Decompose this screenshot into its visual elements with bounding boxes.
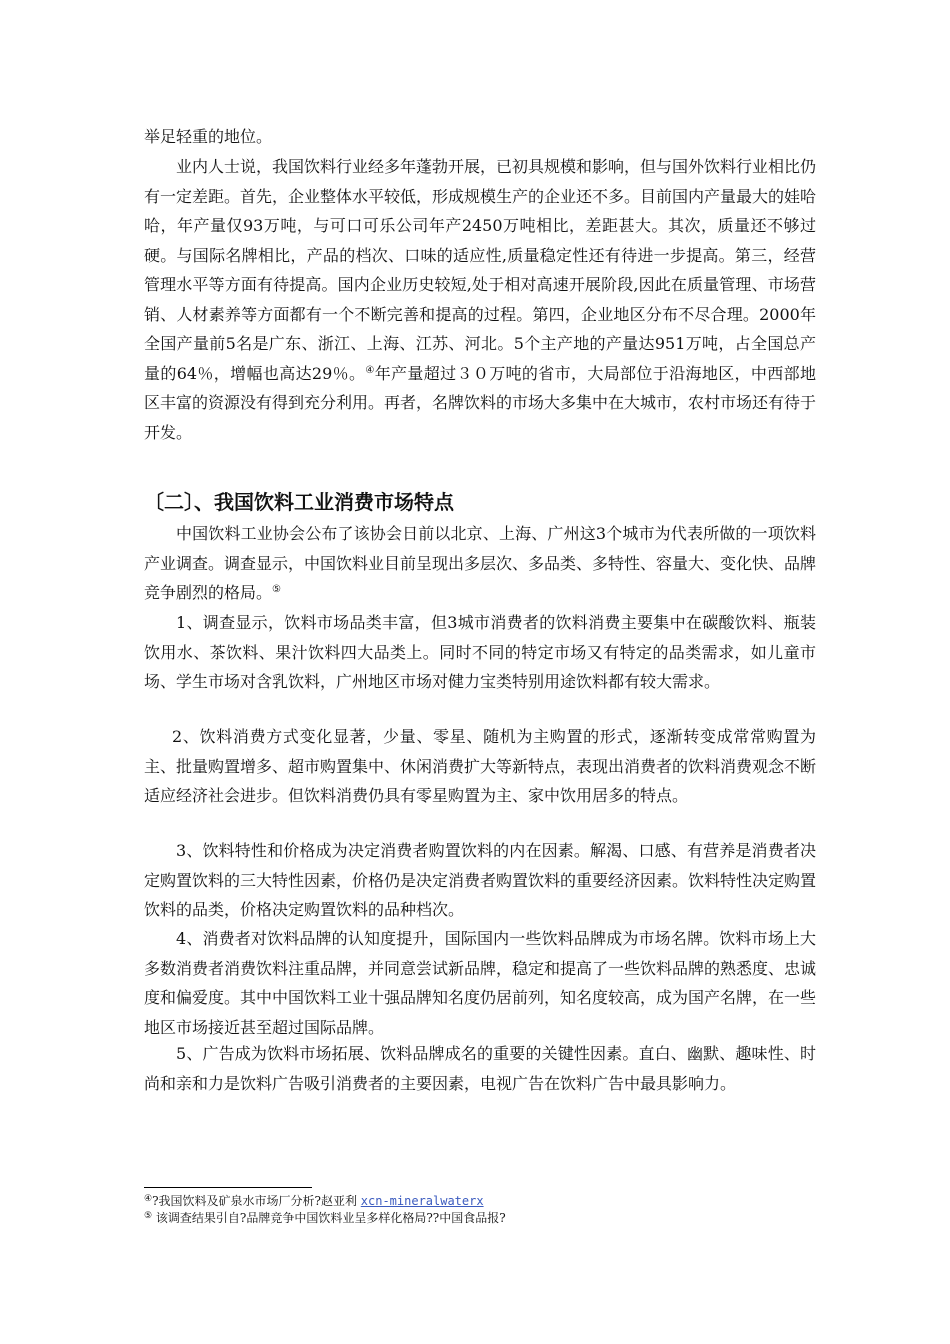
footnote-5 — [144, 1210, 816, 1227]
footnote-ref-4[interactable]: ④ — [365, 364, 375, 376]
paragraph-point-2: 2、饮料消费方式变化显著，少量、零星、随机为主购置的形式，逐渐转变成常常购置为主、批量购置增多、超市购置集中、休闲消费扩大等新特点，表现出消费者的饮料消费观念不断适应经济社会进步。但饮料消费仍具有零星购置为主、家中饮用居多的特点。 — [144, 727, 817, 805]
paragraph-point-5: 5、广告成为饮料市场拓展、饮料品牌成名的重要的关键性因素。直白、幽默、趣味性、时尚和亲和力是饮料广告吸引消费者的主要因素，电视广告在饮料广告中最具影响力。 — [144, 1044, 816, 1093]
paragraph-survey-intro — [144, 519, 816, 608]
footnote-text: ?我国饮料及矿泉水市场厂分析?赵亚利 — [152, 1194, 361, 1208]
paragraph-industry-gap — [144, 152, 816, 447]
footnote-4 — [144, 1193, 816, 1210]
paragraph-point-3: 3、饮料特性和价格成为决定消费者购置饮料的内在因素。解渴、口感、有营养是消费者决定购置饮料的三大特性因素，价格仍是决定消费者购置饮料的重要经济因素。饮料特性决定购置饮料的品类，价格决定购置饮料的品种档次。 — [144, 841, 817, 919]
paragraph-text: 业内人士说，我国饮料行业经多年蓬勃开展，已初具规模和影响，但与国外饮料行业相比仍有一定差距。首先，企业整体水平较低，形成规模生产的企业还不多。目前国内产量最大的娃哈哈，年产量仅93万吨，与可口可乐公司年产2450万吨相比，差距甚大。其次，质量还不够过硬。与国际名牌相比，产品的档次、口味的适应性,质量稳定性还有待进一步提高。第三，经营管理水平等方面有待提高。国内企业历史较短,处于相对高速开展阶段,因此在质量管理、市场营销、人材素养等方面都有一个不断完善和提高的过程。第四，企业地区分布不尽合理。2000年全国产量前5名是广东、浙江、上海、江苏、河北。5个主产地的产量达951万吨，占全国总产量的64％，增幅也高达29％。 — [144, 157, 817, 383]
footnote-ref-5[interactable]: ⑤ — [272, 584, 281, 595]
section-heading: 〔二〕、我国饮料工业消费市场特点 — [144, 490, 454, 514]
paragraph-text: 举足轻重的地位。 — [144, 127, 273, 146]
footnote-text: 该调查结果引自?品牌竞争中国饮料业呈多样化格局??中国食品报? — [152, 1211, 506, 1225]
paragraph-continuation — [144, 122, 816, 152]
paragraph-point-4: 4、消费者对饮料品牌的认知度提升，国际国内一些饮料品牌成为市场名牌。饮料市场上大多数消费者消费饮料注重品牌，并同意尝试新品牌，稳定和提高了一些饮料品牌的熟悉度、忠诚度和偏爱度。其中中国饮料工业十强品牌知名度仍居前列，知名度较高，成为国产名牌，在一些地区市场接近甚至超过国际品牌。 — [144, 929, 817, 1037]
footnote-link[interactable]: xcn-mineralwaterx — [360, 1194, 484, 1208]
footnote-mark: ⑤ — [144, 1211, 153, 1221]
paragraph-point-1: 1、调查显示，饮料市场品类丰富，但3城市消费者的饮料消费主要集中在碳酸饮料、瓶装饮用水、茶饮料、果汁饮料四大品类上。同时不同的特定市场又有特定的品类需求，如儿童市场、学生市场对含乳饮料，广州地区市场对健力宝类特别用途饮料都有较大需求。 — [144, 613, 816, 691]
paragraph-text: 中国饮料工业协会公布了该协会日前以北京、上海、广州这3个城市为代表所做的一项饮料产业调查。调查显示，中国饮料业目前呈现出多层次、多品类、多特性、容量大、变化快、品牌竞争剧烈的格局。 — [144, 524, 817, 602]
footnote-mark: ④ — [144, 1194, 153, 1204]
footnote-divider — [144, 1187, 312, 1188]
paragraph-text: 年产量超过３０万吨的省市，大局部位于沿海地区，中西部地区丰富的资源没有得到充分利用。再者，名牌饮料的市场大多集中在大城市，农村市场还有待于开发。 — [144, 363, 817, 442]
